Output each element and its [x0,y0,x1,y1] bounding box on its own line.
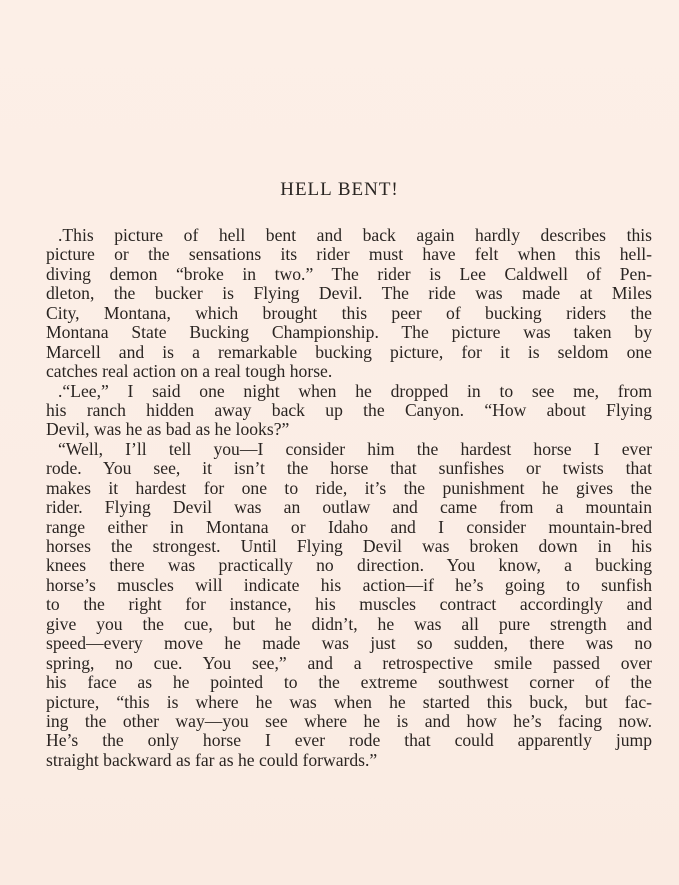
text-line: give you the cue, but he didn’t, he was all pure strength and [46,613,652,634]
text-line: range either in Montana or Idaho and I consider mountain-bred [46,516,652,537]
text-line: spring, no cue. You see,” and a retrospective smile passed over [46,652,652,673]
text-line: City, Montana, which brought this peer of bucking riders the [46,302,652,323]
text-line: his ranch hidden away back up the Canyon. “How about Flying [46,399,652,420]
text-line: Marcell and is a remarkable bucking picture, for it is seldom one [46,341,652,362]
text-line: his face as he pointed to the extreme southwest corner of the [46,672,652,693]
text-line: horse’s muscles will indicate his action—if he’s going to sunfish [46,574,652,595]
page-title: HELL BENT! [280,179,399,200]
text-line: ing the other way—you see where he is and how he’s facing now. [46,710,652,731]
text-line: rode. You see, it isn’t the horse that sunfishes or twists that [46,458,652,479]
text-line: .“Lee,” I said one night when he dropped in to see me, from [58,380,652,401]
text-line: picture, “this is where he was when he started this buck, but fac- [46,691,652,712]
text-line: rider. Flying Devil was an outlaw and came from a mountain [46,497,652,518]
text-line: diving demon “broke in two.” The rider is Lee Caldwell of Pen- [46,263,652,284]
text-line: dleton, the bucker is Flying Devil. The ride was made at Miles [46,283,652,304]
text-line: Montana State Bucking Championship. The picture was taken by [46,322,652,343]
text-line: to the right for instance, his muscles contract accordingly and [46,594,652,615]
text-line: horses the strongest. Until Flying Devil was broken down in his [46,536,652,556]
text-line: He’s the only horse I ever rode that could apparently jump [46,730,652,751]
text-line: knees there was practically no direction. You know, a bucking [46,555,652,576]
text-line: “Well, I’ll tell you—I consider him the hardest horse I ever [58,438,652,459]
body-text [46,226,652,770]
text-line: Devil, was he as bad as he looks?” [46,419,290,440]
text-line: catches real action on a real tough horse. [46,361,333,382]
text-line: speed—every move he made was just so sudden, there was no [46,633,652,654]
text-line: straight backward as far as he could forwards.” [46,749,378,770]
text-line: .This picture of hell bent and back again hardly describes this [58,225,652,245]
text-line: makes it hardest for one to ride, it’s the punishment he gives the [46,477,652,498]
text-line: picture or the sensations its rider must have felt when this hell- [46,244,652,265]
